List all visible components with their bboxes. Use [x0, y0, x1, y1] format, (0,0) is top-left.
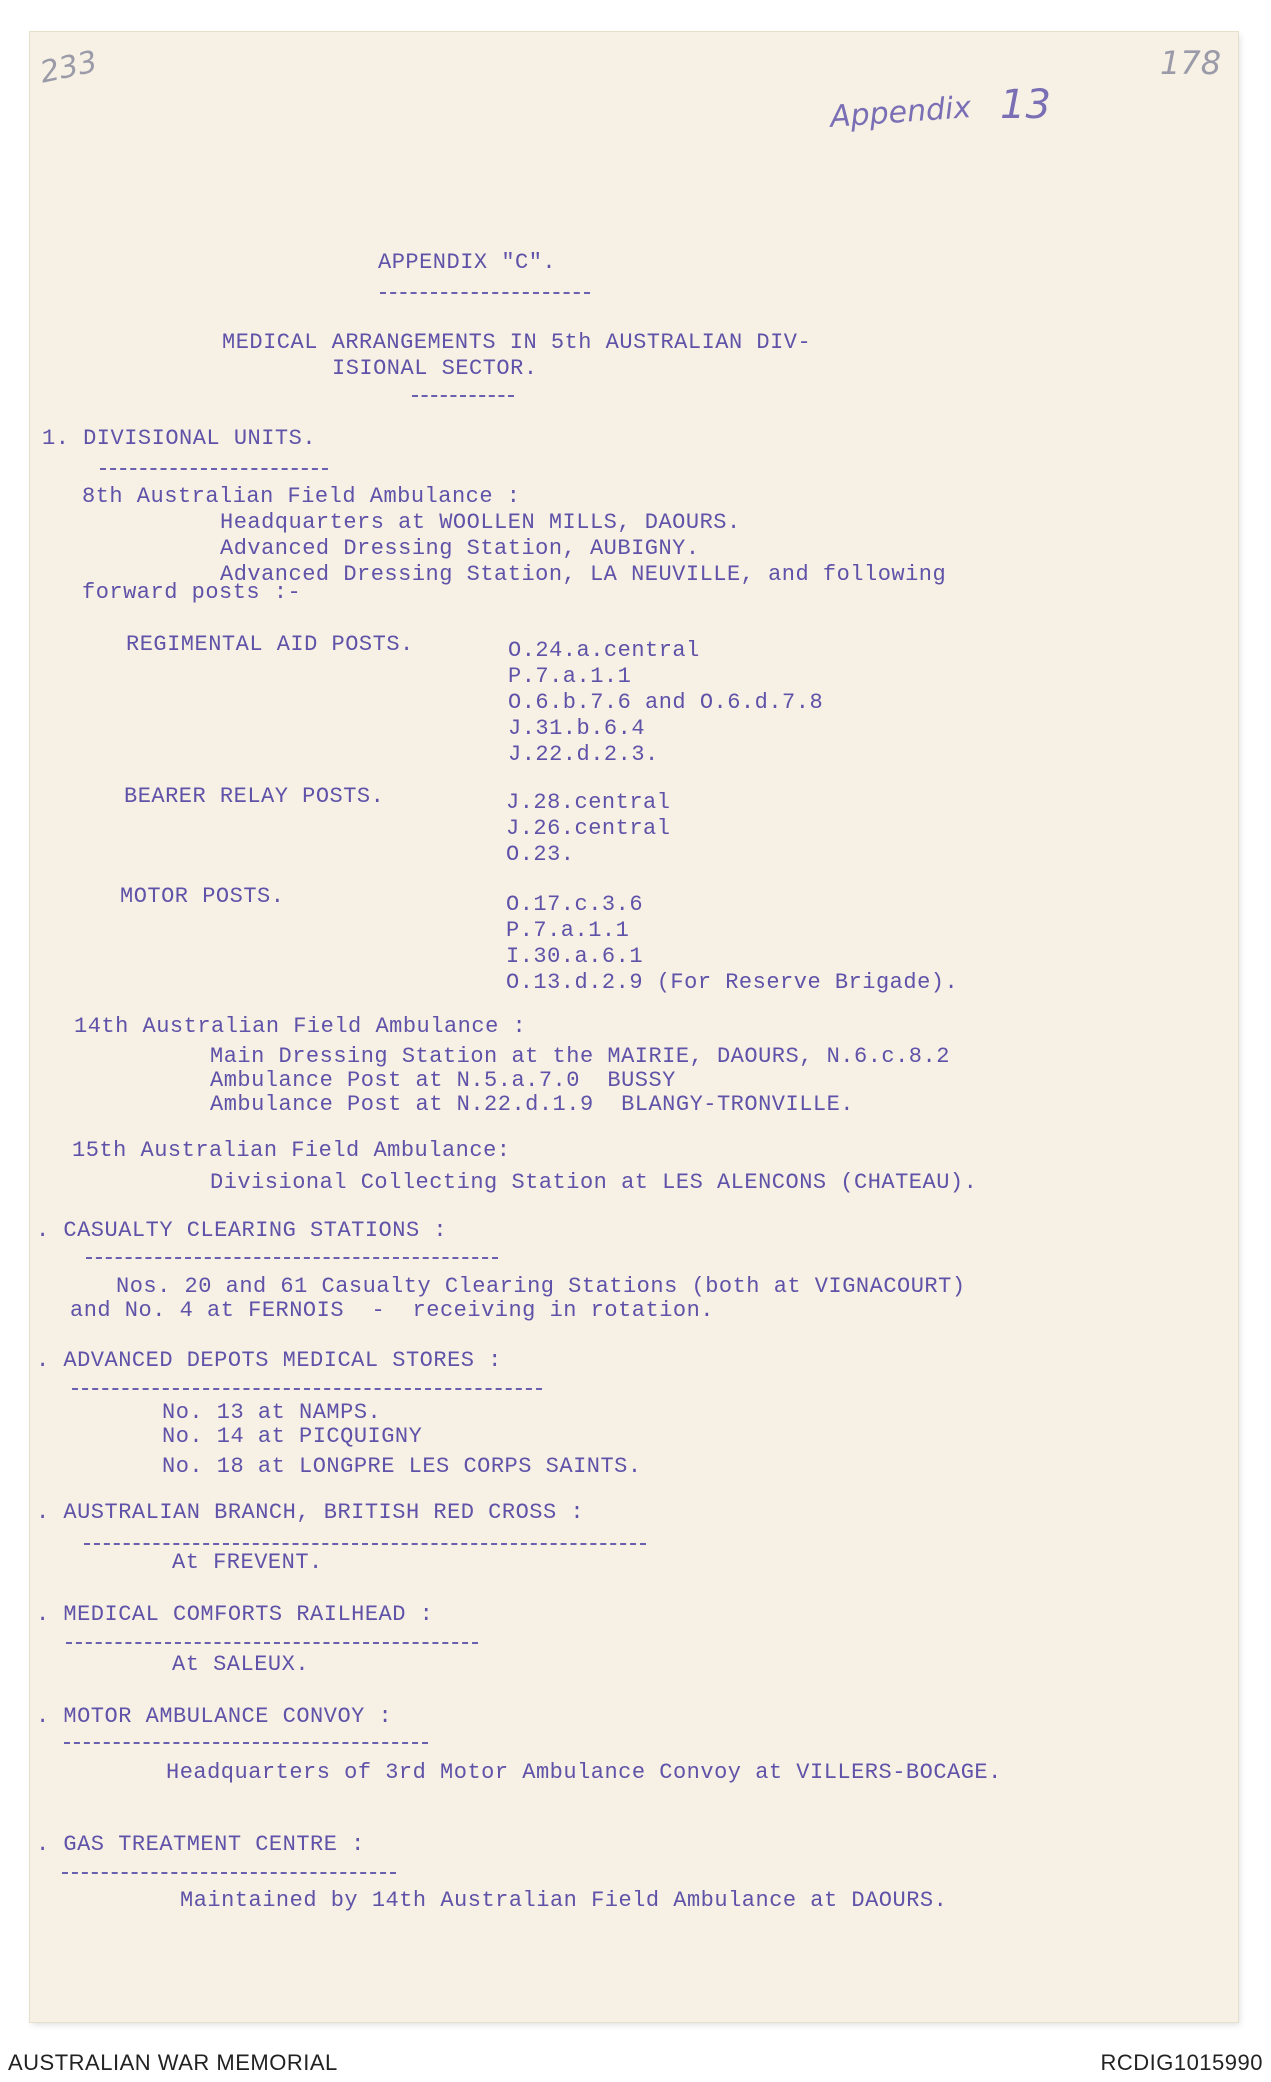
- pencil-number-right: 178: [1160, 44, 1222, 82]
- post-ref: O.17.c.3.6: [506, 892, 644, 917]
- fa15-name: 15th Australian Field Ambulance:: [72, 1138, 511, 1163]
- post-label-motor: MOTOR POSTS.: [120, 884, 285, 909]
- appendix-handwritten-label: Appendix: [828, 90, 973, 135]
- comforts-heading: . MEDICAL COMFORTS RAILHEAD :: [36, 1602, 434, 1627]
- comforts-line: At SALEUX.: [172, 1652, 310, 1677]
- post-label-bearer-relay: BEARER RELAY POSTS.: [124, 784, 385, 809]
- mac-heading: . MOTOR AMBULANCE CONVOY :: [36, 1704, 393, 1729]
- stores-line: No. 13 at NAMPS.: [162, 1400, 382, 1425]
- fa14-line: Ambulance Post at N.5.a.7.0 BUSSY: [210, 1068, 676, 1093]
- fa14-line: Main Dressing Station at the MAIRIE, DAOURS, N.6.c.8.2: [210, 1044, 950, 1069]
- stores-line: No. 18 at LONGPRE LES CORPS SAINTS.: [162, 1454, 642, 1479]
- gas-underline: [62, 1872, 396, 1874]
- footer-id: RCDIG1015990: [1100, 2050, 1263, 2075]
- stores-heading: . ADVANCED DEPOTS MEDICAL STORES :: [36, 1348, 502, 1373]
- post-ref: J.22.d.2.3.: [508, 742, 659, 767]
- post-ref: O.23.: [506, 842, 575, 867]
- section-divisional-units-heading: 1. DIVISIONAL UNITS.: [42, 426, 317, 451]
- fa14-name: 14th Australian Field Ambulance :: [74, 1014, 527, 1039]
- mac-line: Headquarters of 3rd Motor Ambulance Convoy at VILLERS-BOCAGE.: [166, 1760, 1002, 1785]
- post-ref: P.7.a.1.1: [508, 664, 632, 689]
- post-label-regimental-aid: REGIMENTAL AID POSTS.: [126, 632, 414, 657]
- stores-line: No. 14 at PICQUIGNY: [162, 1424, 423, 1449]
- appendix-handwritten-number: 13: [1000, 82, 1051, 128]
- ccs-underline: [86, 1257, 498, 1259]
- title-underline: [380, 292, 590, 294]
- ccs-line: Nos. 20 and 61 Casualty Clearing Stations (both at VIGNACOURT): [116, 1274, 966, 1299]
- post-ref: J.31.b.6.4: [508, 716, 646, 741]
- gas-line: Maintained by 14th Australian Field Ambulance at DAOURS.: [180, 1888, 948, 1913]
- redcross-underline: [84, 1543, 646, 1545]
- fa15-line: Divisional Collecting Station at LES ALENCONS (CHATEAU).: [210, 1170, 978, 1195]
- fa8-line: Advanced Dressing Station, AUBIGNY.: [220, 536, 700, 561]
- fa8-line: Advanced Dressing Station, LA NEUVILLE, and following: [220, 562, 947, 587]
- post-ref: J.26.central: [506, 816, 671, 841]
- post-ref: O.24.a.central: [508, 638, 700, 663]
- section-1-underline: [100, 468, 328, 470]
- stores-underline: [72, 1388, 542, 1390]
- fa8-name: 8th Australian Field Ambulance :: [82, 484, 521, 509]
- post-ref: O.6.b.7.6 and O.6.d.7.8: [508, 690, 824, 715]
- ccs-heading: . CASUALTY CLEARING STATIONS :: [36, 1218, 448, 1243]
- page-title: APPENDIX "C".: [378, 250, 557, 275]
- subtitle-underline: [412, 395, 514, 397]
- fa8-line: Headquarters at WOOLLEN MILLS, DAOURS.: [220, 510, 741, 535]
- comforts-underline: [66, 1642, 478, 1644]
- footer-source: AUSTRALIAN WAR MEMORIAL: [8, 2050, 338, 2075]
- redcross-heading: . AUSTRALIAN BRANCH, BRITISH RED CROSS :: [36, 1500, 585, 1525]
- fa8-tail: forward posts :-: [82, 580, 302, 605]
- redcross-line: At FREVENT.: [172, 1550, 323, 1575]
- page-subtitle-line-2: ISIONAL SECTOR.: [332, 356, 538, 381]
- mac-underline: [64, 1742, 428, 1744]
- post-ref: I.30.a.6.1: [506, 944, 644, 969]
- gas-heading: . GAS TREATMENT CENTRE :: [36, 1832, 365, 1857]
- post-ref: J.28.central: [506, 790, 671, 815]
- fa14-line: Ambulance Post at N.22.d.1.9 BLANGY-TRONVILLE.: [210, 1092, 855, 1117]
- ccs-line: and No. 4 at FERNOIS - receiving in rotation.: [70, 1298, 715, 1323]
- page-subtitle-line-1: MEDICAL ARRANGEMENTS IN 5th AUSTRALIAN DIV-: [222, 330, 812, 355]
- post-ref: P.7.a.1.1: [506, 918, 630, 943]
- pencil-number-left: 233: [36, 44, 101, 91]
- post-ref: O.13.d.2.9 (For Reserve Brigade).: [506, 970, 959, 995]
